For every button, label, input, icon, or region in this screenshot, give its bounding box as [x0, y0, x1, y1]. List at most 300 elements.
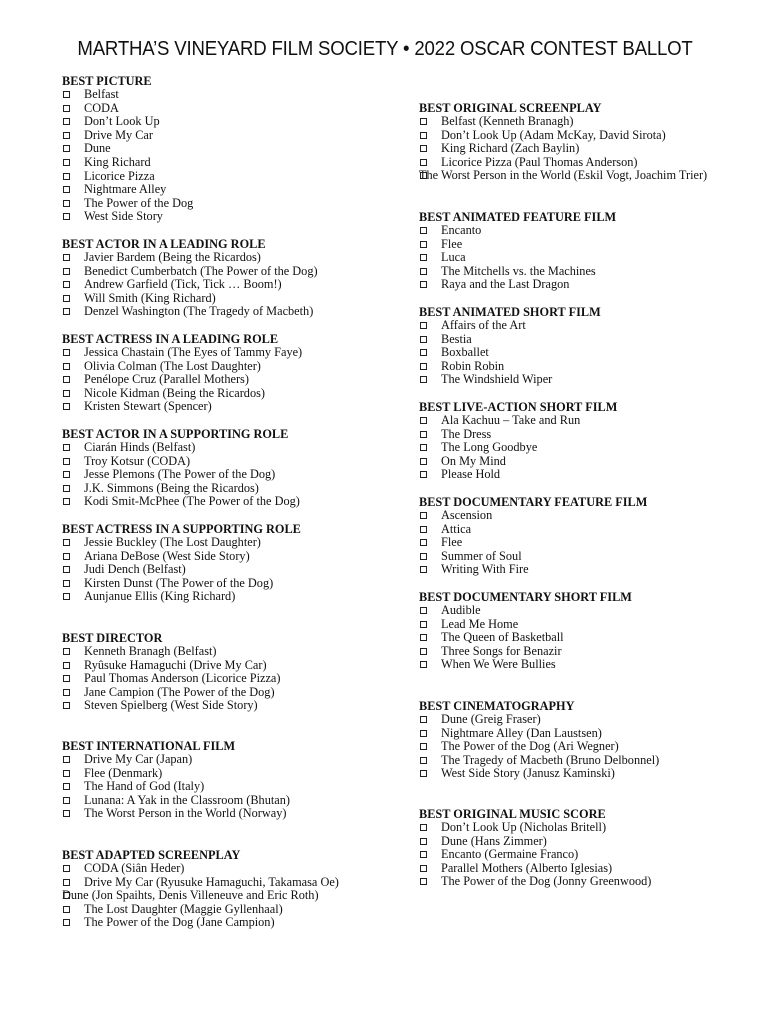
nominee-item[interactable] — [62, 536, 382, 550]
checkbox-icon[interactable] — [420, 172, 427, 179]
checkbox-icon[interactable] — [420, 526, 427, 533]
nominee-item[interactable] — [419, 875, 739, 889]
nominee-item[interactable] — [62, 129, 382, 143]
nominee-label: Jessie Buckley (The Lost Daughter) — [84, 535, 261, 549]
nominee-item[interactable] — [62, 862, 382, 876]
nominee-label: Ascension — [441, 508, 493, 522]
nominee-list — [419, 713, 739, 781]
checkbox-icon[interactable] — [420, 838, 427, 845]
category-title: BEST ACTOR IN A LEADING ROLE — [62, 237, 266, 251]
nominee-label: CODA — [84, 100, 119, 115]
nominee-label: Encanto (Germaine Franco) — [441, 847, 579, 862]
checkbox-icon[interactable] — [63, 308, 70, 315]
nominee-item[interactable] — [62, 455, 382, 469]
nominee-item[interactable] — [62, 278, 382, 292]
checkbox-icon[interactable] — [63, 865, 70, 872]
checkbox-icon[interactable] — [63, 498, 70, 505]
category-title: BEST ACTRESS IN A SUPPORTING ROLE — [62, 522, 301, 536]
nominee-item[interactable] — [62, 916, 382, 930]
nominee-label: On My Mind — [441, 453, 506, 468]
nominee-label: Jesse Plemons (The Power of the Dog) — [84, 467, 276, 482]
checkbox-icon[interactable] — [420, 227, 427, 234]
category-title: BEST ORIGINAL MUSIC SCORE — [419, 807, 606, 821]
nominee-item[interactable] — [419, 265, 739, 279]
nominee-label: Dune (Jon Spaihts, Denis Villeneuve and Eric Roth) — [62, 888, 319, 903]
nominee-label: The Power of the Dog (Jane Campion) — [84, 915, 275, 930]
nominee-label: The Power of the Dog — [84, 195, 194, 210]
checkbox-icon[interactable] — [63, 376, 70, 383]
checkbox-icon[interactable] — [420, 621, 427, 628]
nominee-item[interactable] — [419, 727, 739, 741]
nominee-item[interactable] — [62, 577, 382, 591]
nominee-item[interactable] — [62, 903, 382, 917]
checkbox-icon[interactable] — [63, 648, 70, 655]
nominee-label: Audible — [441, 603, 481, 617]
nominee-item[interactable] — [62, 441, 382, 455]
checkbox-icon[interactable] — [63, 254, 70, 261]
category-best-cinematography — [419, 699, 739, 781]
ballot-title: MARTHA’S VINEYARD FILM SOCIETY • 2022 OSCAR CONTEST BALLOT — [77, 38, 693, 60]
nominee-label: Jane Campion (The Power of the Dog) — [84, 684, 275, 699]
checkbox-icon[interactable] — [420, 268, 427, 275]
checkbox-icon[interactable] — [63, 675, 70, 682]
checkbox-icon[interactable] — [63, 295, 70, 302]
checkbox-icon[interactable] — [63, 770, 70, 777]
nominee-item[interactable] — [62, 780, 382, 794]
nominee-label: Aunjanue Ellis (King Richard) — [84, 589, 236, 604]
nominee-label: The Tragedy of Macbeth (Bruno Delbonnel) — [441, 752, 660, 767]
nominee-item[interactable] — [419, 468, 739, 482]
nominee-list — [62, 753, 382, 821]
category-title: BEST INTERNATIONAL FILM — [62, 739, 236, 753]
checkbox-icon[interactable] — [420, 254, 427, 261]
nominee-list — [419, 414, 739, 482]
checkbox-icon[interactable] — [63, 363, 70, 370]
nominee-item[interactable] — [62, 251, 382, 265]
nominee-item[interactable] — [62, 88, 382, 102]
category-best-actress-in-a-leading-role — [62, 332, 382, 414]
checkbox-icon[interactable] — [420, 661, 427, 668]
checkbox-icon[interactable] — [63, 485, 70, 492]
nominee-label: Raya and the Last Dragon — [441, 277, 570, 292]
nominee-label: Parallel Mothers (Alberto Iglesias) — [441, 860, 613, 875]
nominee-item[interactable] — [62, 156, 382, 170]
nominee-item[interactable] — [62, 197, 382, 211]
nominee-item[interactable] — [419, 142, 739, 156]
nominee-label: The Long Goodbye — [441, 440, 538, 455]
checkbox-icon[interactable] — [420, 376, 427, 383]
nominee-item[interactable] — [62, 387, 382, 401]
checkbox-icon[interactable] — [420, 757, 427, 764]
nominee-item[interactable] — [419, 740, 739, 754]
checkbox-icon[interactable] — [63, 458, 70, 465]
nominee-item[interactable] — [62, 753, 382, 767]
nominee-label: The Queen of Basketball — [441, 630, 564, 645]
nominee-list — [419, 604, 739, 672]
nominee-item[interactable] — [419, 333, 739, 347]
checkbox-icon[interactable] — [63, 186, 70, 193]
nominee-item[interactable] — [62, 102, 382, 116]
nominee-list — [62, 441, 382, 509]
checkbox-icon[interactable] — [420, 132, 427, 139]
nominee-list — [419, 319, 739, 387]
nominee-item[interactable] — [419, 631, 739, 645]
nominee-item[interactable] — [419, 536, 739, 550]
checkbox-icon[interactable] — [63, 91, 70, 98]
category-best-actor-in-a-supporting-role — [62, 427, 382, 509]
checkbox-icon[interactable] — [420, 566, 427, 573]
nominee-item[interactable] — [62, 659, 382, 673]
nominee-label: Kristen Stewart (Spencer) — [84, 399, 212, 414]
nominee-label: Flee (Denmark) — [84, 765, 163, 780]
checkbox-icon[interactable] — [420, 159, 427, 166]
nominee-item[interactable] — [62, 360, 382, 374]
nominee-item[interactable] — [419, 414, 739, 428]
nominee-label: Drive My Car (Ryusuke Hamaguchi, Takamasa Oe) — [84, 874, 339, 889]
checkbox-icon[interactable] — [63, 390, 70, 397]
nominee-label: Penélope Cruz (Parallel Mothers) — [84, 372, 249, 387]
nominee-label: Denzel Washington (The Tragedy of Macbeth) — [84, 304, 314, 319]
nominee-item[interactable] — [62, 346, 382, 360]
category-best-original-music-score — [419, 807, 739, 889]
nominee-item[interactable] — [419, 848, 739, 862]
nominee-item[interactable] — [62, 183, 382, 197]
category-title: BEST ADAPTED SCREENPLAY — [62, 848, 241, 862]
category-best-documentary-short-film — [419, 590, 739, 672]
nominee-item[interactable] — [62, 550, 382, 564]
category-best-original-screenplay — [419, 101, 739, 183]
checkbox-icon[interactable] — [420, 716, 427, 723]
nominee-label: Boxballet — [441, 345, 489, 360]
nominee-list — [62, 536, 382, 604]
nominee-item[interactable] — [62, 876, 382, 890]
nominee-item[interactable] — [419, 550, 739, 564]
nominee-item[interactable] — [62, 495, 382, 509]
nominee-item[interactable] — [62, 807, 382, 821]
nominee-item[interactable] — [62, 400, 382, 414]
nominee-item[interactable] — [62, 767, 382, 781]
nominee-label: Dune — [84, 141, 111, 156]
nominee-item[interactable] — [419, 767, 739, 781]
nominee-item[interactable] — [62, 115, 382, 129]
nominee-label: Nightmare Alley (Dan Laustsen) — [441, 725, 602, 740]
checkbox-icon[interactable] — [420, 458, 427, 465]
nominee-item[interactable] — [62, 794, 382, 808]
checkbox-icon[interactable] — [63, 797, 70, 804]
checkbox-icon[interactable] — [420, 648, 427, 655]
checkbox-icon[interactable] — [420, 539, 427, 546]
checkbox-icon[interactable] — [420, 865, 427, 872]
checkbox-icon[interactable] — [420, 349, 427, 356]
nominee-list — [62, 645, 382, 713]
nominee-list — [62, 346, 382, 414]
nominee-item[interactable] — [419, 835, 739, 849]
checkbox-icon[interactable] — [420, 730, 427, 737]
nominee-label: Will Smith (King Richard) — [84, 290, 216, 305]
category-best-animated-short-film — [419, 305, 739, 387]
category-best-international-film — [62, 739, 382, 821]
nominee-label: Javier Bardem (Being the Ricardos) — [84, 250, 261, 264]
checkbox-icon[interactable] — [420, 118, 427, 125]
nominee-label: Please Hold — [441, 467, 501, 482]
checkbox-icon[interactable] — [63, 444, 70, 451]
checkbox-icon[interactable] — [63, 580, 70, 587]
checkbox-icon[interactable] — [63, 539, 70, 546]
nominee-item[interactable] — [62, 672, 382, 686]
nominee-item[interactable] — [419, 224, 739, 238]
nominee-label: Nightmare Alley — [84, 182, 167, 197]
nominee-label: Affairs of the Art — [441, 318, 526, 332]
nominee-label: J.K. Simmons (Being the Ricardos) — [84, 480, 259, 495]
nominee-label: Judi Dench (Belfast) — [84, 562, 186, 577]
nominee-label: Luca — [441, 250, 466, 265]
nominee-item[interactable] — [62, 699, 382, 713]
nominee-list — [419, 115, 739, 183]
nominee-label: The Lost Daughter (Maggie Gyllenhaal) — [84, 901, 283, 916]
nominee-label: Attica — [441, 521, 472, 536]
checkbox-icon[interactable] — [63, 689, 70, 696]
nominee-item[interactable] — [62, 482, 382, 496]
checkbox-icon[interactable] — [63, 919, 70, 926]
nominee-label: Don’t Look Up (Nicholas Britell) — [441, 820, 607, 834]
category-best-director — [62, 631, 382, 713]
category-best-live-action-short-film — [419, 400, 739, 482]
nominee-label: When We Were Bullies — [441, 657, 556, 672]
nominee-item[interactable] — [419, 563, 739, 577]
nominee-item[interactable] — [62, 170, 382, 184]
nominee-label: Belfast (Kenneth Branagh) — [441, 114, 574, 128]
nominee-label: Drive My Car — [84, 127, 153, 142]
nominee-item[interactable] — [62, 305, 382, 319]
nominee-label: Flee — [441, 535, 463, 550]
checkbox-icon[interactable] — [63, 213, 70, 220]
nominee-label: Encanto — [441, 223, 482, 237]
nominee-list — [62, 251, 382, 319]
checkbox-icon[interactable] — [420, 145, 427, 152]
nominee-label: Summer of Soul — [441, 548, 522, 563]
nominee-item[interactable] — [62, 142, 382, 156]
nominee-label: Don’t Look Up (Adam McKay, David Sirota) — [441, 127, 666, 142]
checkbox-icon[interactable] — [420, 431, 427, 438]
nominee-item[interactable] — [419, 658, 739, 672]
nominee-item[interactable] — [419, 455, 739, 469]
nominee-item[interactable] — [419, 604, 739, 618]
nominee-label: Don’t Look Up — [84, 114, 160, 129]
nominee-label: Andrew Garfield (Tick, Tick … Boom!) — [84, 277, 282, 292]
checkbox-icon[interactable] — [63, 553, 70, 560]
checkbox-icon[interactable] — [63, 662, 70, 669]
checkbox-icon[interactable] — [63, 281, 70, 288]
nominee-label: Ryûsuke Hamaguchi (Drive My Car) — [84, 657, 267, 672]
nominee-label: Kirsten Dunst (The Power of the Dog) — [84, 575, 274, 590]
nominee-item[interactable] — [419, 754, 739, 768]
checkbox-icon[interactable] — [420, 471, 427, 478]
nominee-label: Belfast — [84, 87, 119, 101]
nominee-item[interactable] — [62, 563, 382, 577]
nominee-label: Licorice Pizza (Paul Thomas Anderson) — [441, 154, 638, 169]
checkbox-icon[interactable] — [420, 363, 427, 370]
checkbox-icon[interactable] — [420, 281, 427, 288]
nominee-item[interactable] — [62, 468, 382, 482]
nominee-label: Dune (Greig Fraser) — [441, 712, 541, 726]
nominee-label: Nicole Kidman (Being the Ricardos) — [84, 385, 265, 400]
category-best-actor-in-a-leading-role — [62, 237, 382, 319]
nominee-label: Writing With Fire — [441, 562, 529, 577]
nominee-item[interactable] — [419, 441, 739, 455]
nominee-item[interactable] — [419, 645, 739, 659]
checkbox-icon[interactable] — [63, 892, 70, 899]
nominee-item[interactable] — [419, 238, 739, 252]
nominee-item[interactable] — [62, 265, 382, 279]
nominee-label: West Side Story — [84, 209, 163, 224]
checkbox-icon[interactable] — [63, 403, 70, 410]
nominee-item[interactable] — [419, 169, 741, 183]
checkbox-icon[interactable] — [420, 417, 427, 424]
checkbox-icon[interactable] — [63, 173, 70, 180]
nominee-label: The Power of the Dog (Ari Wegner) — [441, 739, 619, 754]
nominee-list — [62, 862, 382, 930]
checkbox-icon[interactable] — [63, 159, 70, 166]
category-title: BEST CINEMATOGRAPHY — [419, 699, 575, 713]
nominee-label: King Richard — [84, 154, 151, 169]
nominee-item[interactable] — [419, 360, 739, 374]
checkbox-icon[interactable] — [420, 851, 427, 858]
checkbox-icon[interactable] — [63, 132, 70, 139]
nominee-item[interactable] — [62, 889, 384, 903]
checkbox-icon[interactable] — [63, 471, 70, 478]
category-title: BEST ACTOR IN A SUPPORTING ROLE — [62, 427, 289, 441]
nominee-label: Kenneth Branagh (Belfast) — [84, 644, 217, 658]
nominee-item[interactable] — [419, 713, 739, 727]
nominee-label: Flee — [441, 236, 463, 251]
checkbox-icon[interactable] — [63, 756, 70, 763]
nominee-label: The Dress — [441, 426, 492, 441]
nominee-item[interactable] — [62, 590, 382, 604]
nominee-list — [419, 509, 739, 577]
nominee-label: Olivia Colman (The Lost Daughter) — [84, 358, 261, 373]
nominee-item[interactable] — [419, 821, 739, 835]
nominee-label: Bestia — [441, 331, 472, 346]
nominee-item[interactable] — [62, 686, 382, 700]
category-title: BEST LIVE-ACTION SHORT FILM — [419, 400, 618, 414]
nominee-item[interactable] — [419, 428, 739, 442]
checkbox-icon[interactable] — [63, 349, 70, 356]
nominee-label: Troy Kotsur (CODA) — [84, 453, 191, 468]
nominee-label: Dune (Hans Zimmer) — [441, 833, 547, 848]
checkbox-icon[interactable] — [63, 105, 70, 112]
checkbox-icon[interactable] — [63, 906, 70, 913]
nominee-label: Kodi Smit-McPhee (The Power of the Dog) — [84, 494, 300, 509]
nominee-label: The Mitchells vs. the Machines — [441, 263, 596, 278]
nominee-item[interactable] — [419, 251, 739, 265]
checkbox-icon[interactable] — [420, 878, 427, 885]
category-title: BEST ACTRESS IN A LEADING ROLE — [62, 332, 279, 346]
nominee-item[interactable] — [419, 618, 739, 632]
checkbox-icon[interactable] — [420, 607, 427, 614]
category-title: BEST DOCUMENTARY FEATURE FILM — [419, 495, 648, 509]
nominee-label: West Side Story (Janusz Kaminski) — [441, 766, 615, 781]
nominee-label: Licorice Pizza — [84, 168, 155, 183]
checkbox-icon[interactable] — [63, 118, 70, 125]
nominee-label: Ariana DeBose (West Side Story) — [84, 548, 250, 563]
nominee-item[interactable] — [419, 129, 739, 143]
nominee-label: The Windshield Wiper — [441, 372, 553, 387]
checkbox-icon[interactable] — [420, 336, 427, 343]
category-best-animated-feature-film — [419, 210, 739, 292]
nominee-label: The Power of the Dog (Jonny Greenwood) — [441, 874, 652, 889]
nominee-item[interactable] — [419, 278, 739, 292]
nominee-label: Lunana: A Yak in the Classroom (Bhutan) — [84, 792, 290, 807]
checkbox-icon[interactable] — [420, 444, 427, 451]
nominee-label: Robin Robin — [441, 358, 505, 373]
checkbox-icon[interactable] — [63, 702, 70, 709]
checkbox-icon[interactable] — [420, 322, 427, 329]
checkbox-icon[interactable] — [63, 593, 70, 600]
nominee-item[interactable] — [62, 373, 382, 387]
checkbox-icon[interactable] — [420, 824, 427, 831]
nominee-label: Benedict Cumberbatch (The Power of the Dog) — [84, 263, 318, 278]
nominee-item[interactable] — [419, 523, 739, 537]
nominee-label: King Richard (Zach Baylin) — [441, 141, 580, 156]
checkbox-icon[interactable] — [63, 879, 70, 886]
nominee-item[interactable] — [62, 292, 382, 306]
nominee-label: Ala Kachuu – Take and Run — [441, 413, 581, 427]
nominee-item[interactable] — [62, 645, 382, 659]
category-title: BEST DIRECTOR — [62, 631, 163, 645]
checkbox-icon[interactable] — [420, 634, 427, 641]
nominee-item[interactable] — [419, 373, 739, 387]
checkbox-icon[interactable] — [63, 145, 70, 152]
nominee-item[interactable] — [419, 862, 739, 876]
nominee-label: The Hand of God (Italy) — [84, 779, 205, 794]
nominee-label: Jessica Chastain (The Eyes of Tammy Faye) — [84, 345, 303, 359]
nominee-label: Drive My Car (Japan) — [84, 752, 193, 766]
nominee-list — [62, 88, 382, 224]
nominee-item[interactable] — [419, 319, 739, 333]
nominee-item[interactable] — [419, 115, 739, 129]
nominee-label: Paul Thomas Anderson (Licorice Pizza) — [84, 671, 281, 686]
nominee-label: Lead Me Home — [441, 616, 519, 631]
checkbox-icon[interactable] — [63, 810, 70, 817]
category-best-adapted-screenplay — [62, 848, 382, 930]
nominee-item[interactable] — [419, 156, 739, 170]
checkbox-icon[interactable] — [63, 200, 70, 207]
nominee-label: Three Songs for Benazir — [441, 643, 562, 658]
category-best-actress-in-a-supporting-role — [62, 522, 382, 604]
checkbox-icon[interactable] — [420, 743, 427, 750]
nominee-label: CODA (Siân Heder) — [84, 861, 185, 875]
category-title: BEST PICTURE — [62, 74, 152, 88]
nominee-item[interactable] — [419, 346, 739, 360]
category-title: BEST ORIGINAL SCREENPLAY — [419, 101, 602, 115]
checkbox-icon[interactable] — [63, 268, 70, 275]
category-title: BEST ANIMATED SHORT FILM — [419, 305, 601, 319]
checkbox-icon[interactable] — [420, 553, 427, 560]
checkbox-icon[interactable] — [63, 566, 70, 573]
checkbox-icon[interactable] — [420, 241, 427, 248]
checkbox-icon[interactable] — [420, 770, 427, 777]
nominee-item[interactable] — [62, 210, 382, 224]
checkbox-icon[interactable] — [63, 783, 70, 790]
category-title: BEST DOCUMENTARY SHORT FILM — [419, 590, 632, 604]
nominee-label: The Worst Person in the World (Norway) — [84, 806, 287, 821]
nominee-label: The Worst Person in the World (Eskil Vogt, Joachim Trier) — [419, 168, 708, 183]
category-best-picture — [62, 74, 382, 224]
checkbox-icon[interactable] — [420, 512, 427, 519]
nominee-label: Steven Spielberg (West Side Story) — [84, 698, 258, 713]
nominee-item[interactable] — [419, 509, 739, 523]
category-best-documentary-feature-film — [419, 495, 739, 577]
